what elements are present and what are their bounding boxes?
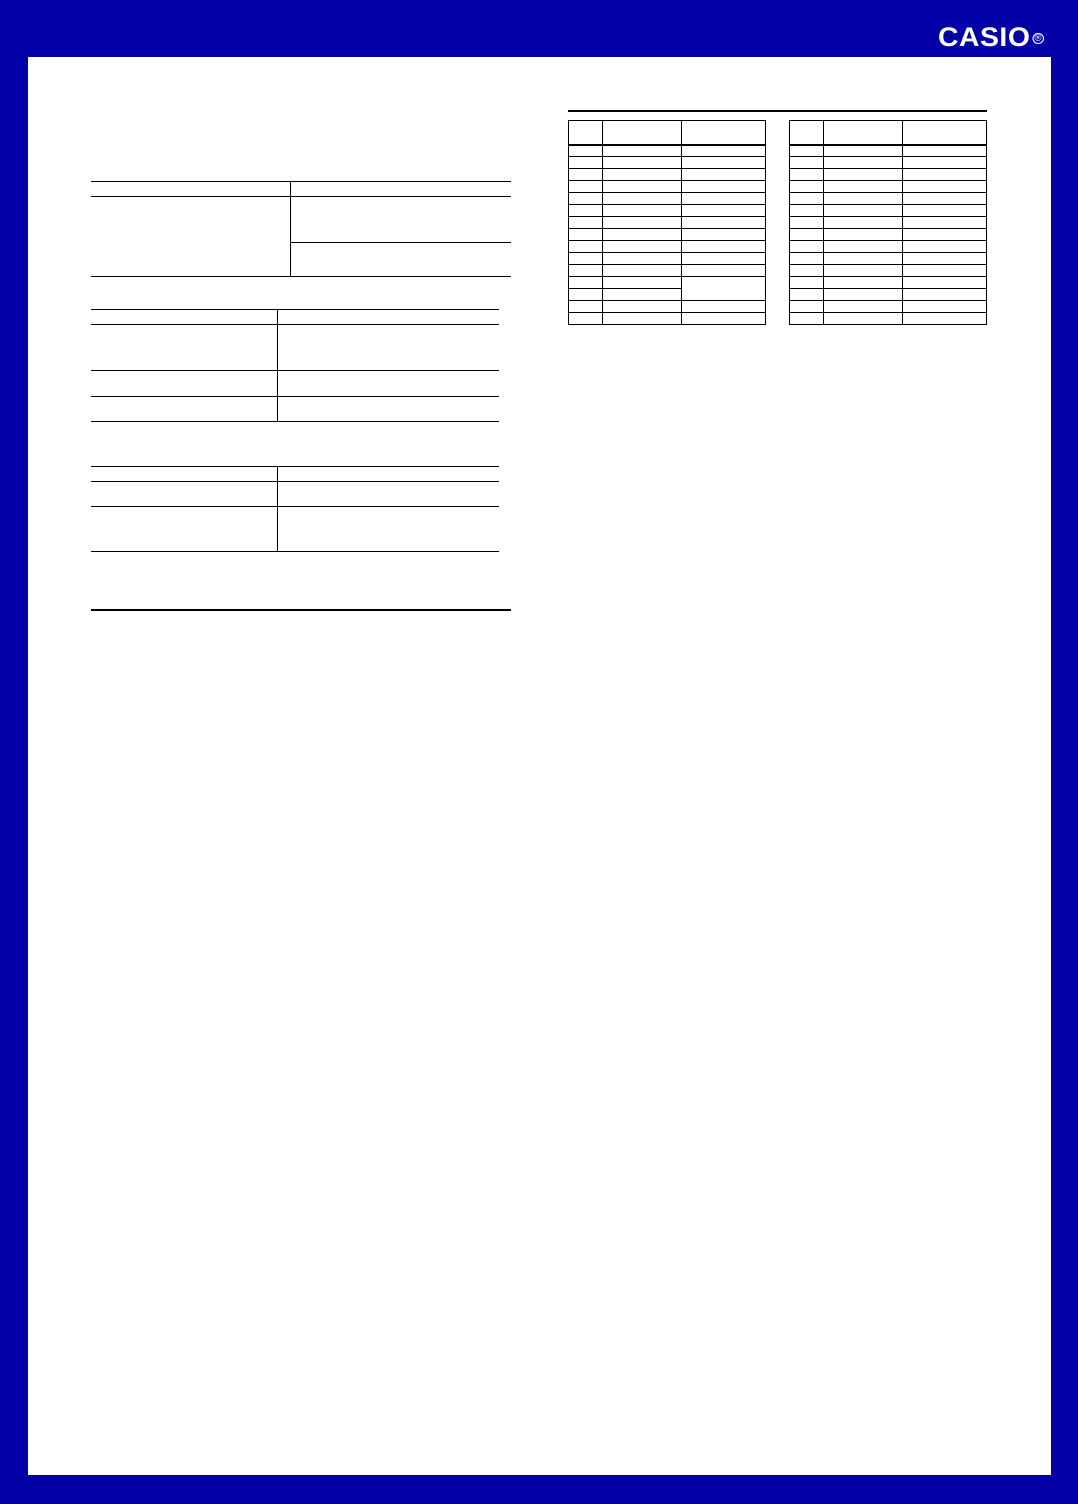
table-row-rule bbox=[568, 228, 766, 229]
table-header-rule bbox=[568, 144, 766, 146]
table-column-rule bbox=[823, 120, 824, 325]
table-row-rule bbox=[568, 216, 766, 217]
table-row-rule bbox=[568, 204, 766, 205]
table-row-rule bbox=[568, 276, 766, 277]
table-row-rule bbox=[789, 216, 987, 217]
table-row-rule bbox=[568, 180, 766, 181]
table-row-rule bbox=[568, 168, 766, 169]
section-rule-right bbox=[568, 110, 987, 112]
table-row-rule bbox=[789, 288, 987, 289]
table-row-rule bbox=[568, 288, 682, 289]
table-row-rule bbox=[568, 264, 766, 265]
section-rule-left bbox=[91, 609, 511, 611]
table-row-rule bbox=[789, 180, 987, 181]
table-row-rule bbox=[568, 192, 766, 193]
table-top-border bbox=[789, 120, 987, 121]
table-row-rule bbox=[568, 324, 766, 325]
table-row-rule bbox=[789, 264, 987, 265]
table-row-rule bbox=[568, 252, 766, 253]
table-top-border bbox=[568, 120, 766, 121]
table-row-rule bbox=[789, 252, 987, 253]
document-page bbox=[28, 57, 1051, 1475]
table-row-rule bbox=[568, 312, 766, 313]
table-row-rule bbox=[789, 192, 987, 193]
table-header-rule bbox=[789, 144, 987, 146]
table-row-rule bbox=[568, 300, 766, 301]
registered-mark-icon: ® bbox=[1033, 33, 1045, 44]
brand-text: CASIO bbox=[938, 22, 1031, 52]
table-row-rule bbox=[789, 300, 987, 301]
table-row-rule bbox=[789, 204, 987, 205]
table-column-rule bbox=[765, 120, 766, 325]
table-row-rule bbox=[789, 240, 987, 241]
table-row-rule bbox=[568, 240, 766, 241]
table-column-rule bbox=[902, 120, 903, 325]
table-row-rule bbox=[789, 156, 987, 157]
table-row-rule bbox=[789, 324, 987, 325]
table-column-rule bbox=[602, 120, 603, 325]
table-row-rule bbox=[789, 276, 987, 277]
table-column-rule bbox=[681, 120, 682, 325]
table-row-rule bbox=[789, 228, 987, 229]
table-column-rule bbox=[789, 120, 790, 325]
table-column-rule bbox=[986, 120, 987, 325]
table-column-rule bbox=[568, 120, 569, 325]
casio-logo bbox=[938, 22, 1044, 52]
table-row-rule bbox=[789, 168, 987, 169]
table-row-rule bbox=[789, 312, 987, 313]
table-row-rule bbox=[568, 156, 766, 157]
